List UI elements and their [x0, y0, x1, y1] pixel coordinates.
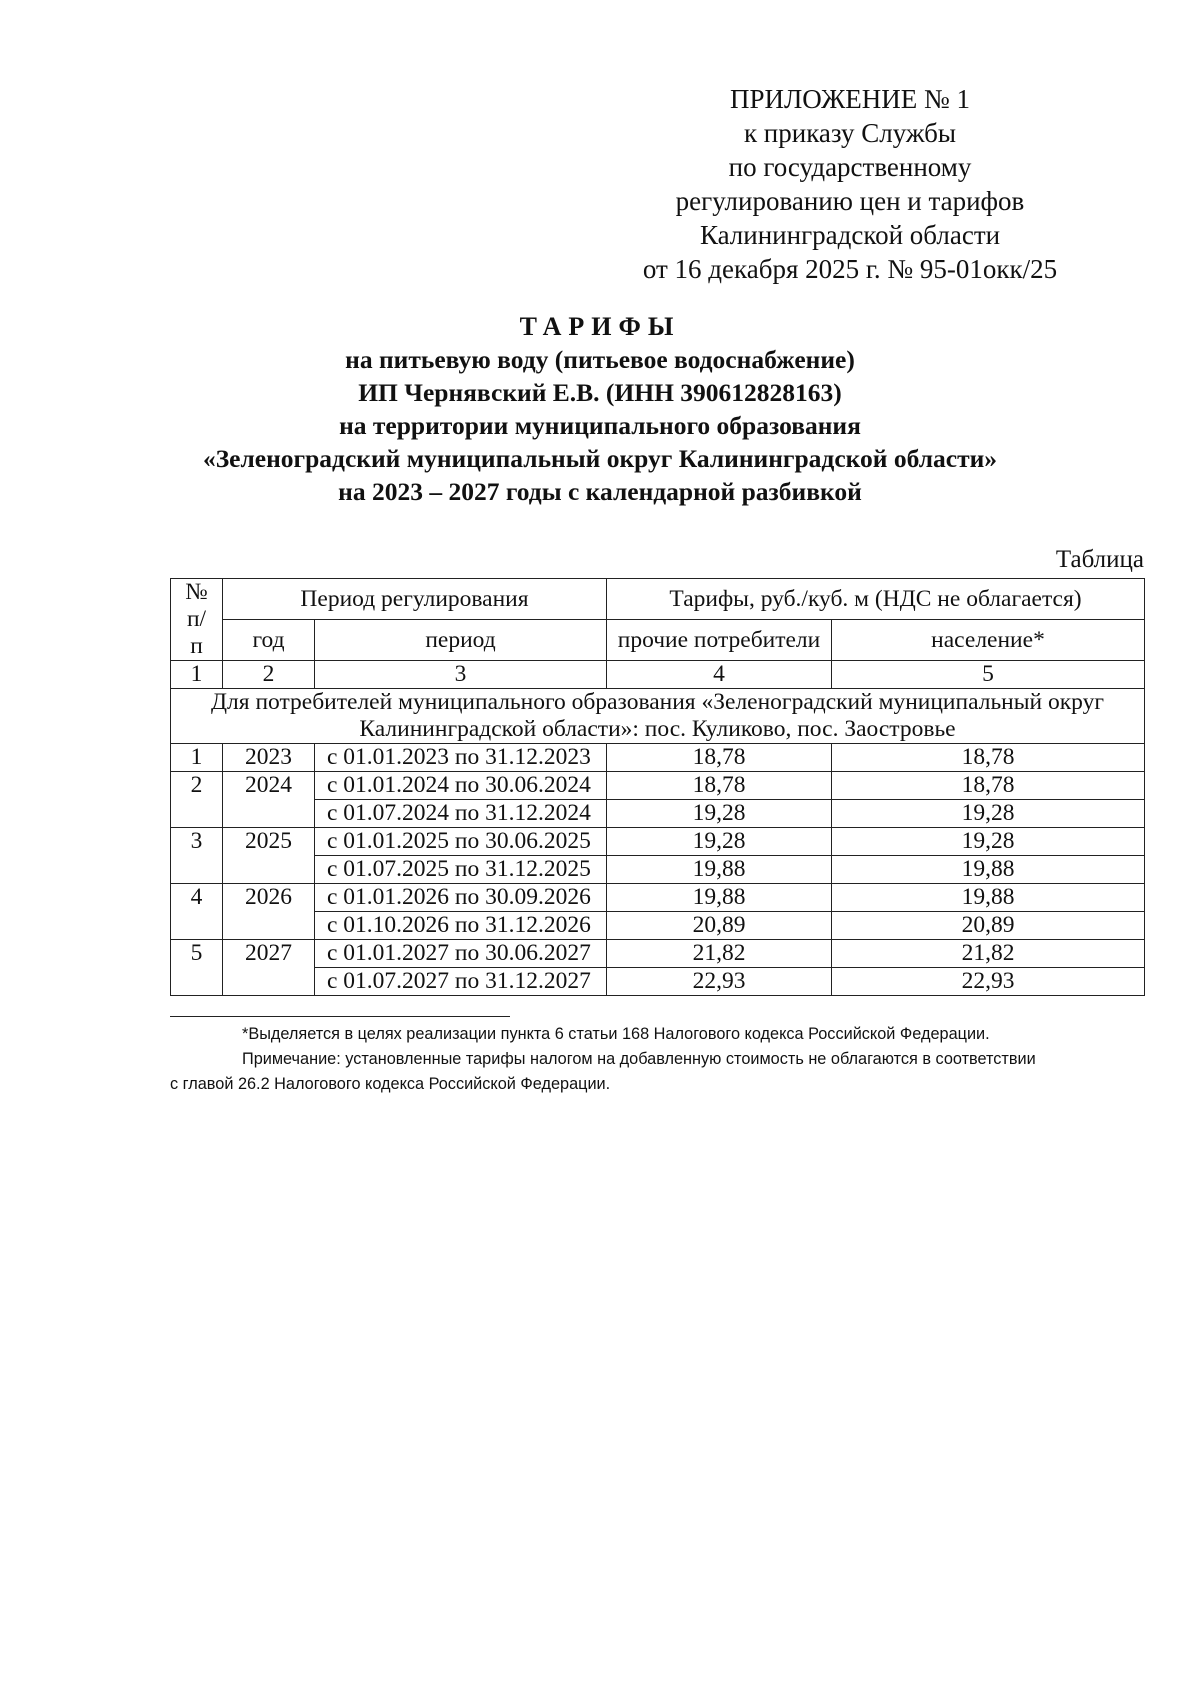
row-period: с 01.01.2024 по 30.06.2024: [315, 772, 607, 800]
header-num-text: № п/п: [185, 579, 208, 659]
row-period: с 01.01.2027 по 30.06.2027: [315, 940, 607, 968]
table-row: [171, 940, 1145, 968]
row-tariff-other: 18,78: [607, 744, 832, 772]
row-tariff-population: 18,78: [832, 772, 1145, 800]
row-period: с 01.07.2027 по 31.12.2027: [315, 968, 607, 996]
row-period: с 01.01.2023 по 31.12.2023: [315, 744, 607, 772]
row-period: с 01.07.2025 по 31.12.2025: [315, 856, 607, 884]
row-tariff-population: 20,89: [832, 912, 1145, 940]
row-number: 3: [171, 828, 223, 884]
header-row: [171, 579, 1145, 620]
title-line: ИП Чернявский Е.В. (ИНН 390612828163): [358, 378, 842, 407]
row-tariff-population: 19,28: [832, 800, 1145, 828]
appendix-line: Калининградской области: [699, 220, 1001, 250]
appendix-line: ПРИЛОЖЕНИЕ № 1: [729, 84, 971, 114]
header-regulation-period: Период регулирования: [223, 579, 607, 620]
appendix-line: от 16 декабря 2025 г. № 95-01окк/25: [642, 254, 1058, 284]
row-number: 5: [171, 940, 223, 996]
table-row: [171, 968, 1145, 996]
title-line: на территории муниципального образования: [339, 411, 861, 440]
row-tariff-other: 19,88: [607, 856, 832, 884]
title-main: ТАРИФЫ: [519, 312, 681, 341]
row-period: с 01.01.2025 по 30.06.2025: [315, 828, 607, 856]
row-tariff-population: 18,78: [832, 744, 1145, 772]
appendix-line: регулированию цен и тарифов: [675, 186, 1025, 216]
footnote-asterisk: *Выделяется в целях реализации пункта 6 статьи 168 Налогового кодекса Российской Федерации.: [242, 1025, 990, 1043]
row-year: 2027: [223, 940, 315, 996]
group-title-row: [171, 689, 1145, 744]
column-number: 4: [607, 661, 832, 689]
table-row: [171, 884, 1145, 912]
row-year: 2025: [223, 828, 315, 884]
table-label: Таблица: [1055, 546, 1144, 573]
table-row: [171, 912, 1145, 940]
row-tariff-other: 20,89: [607, 912, 832, 940]
appendix-line: к приказу Службы: [743, 118, 957, 148]
row-tariff-other: 19,28: [607, 828, 832, 856]
row-number: 1: [171, 744, 223, 772]
row-year: 2024: [223, 772, 315, 828]
title-line: «Зеленоградский муниципальный округ Калининградской области»: [202, 444, 998, 473]
footnote-divider: [170, 1016, 510, 1017]
title-line: на 2023 – 2027 годы с календарной разбивкой: [338, 477, 862, 506]
column-number: 2: [223, 661, 315, 689]
table-row: [171, 828, 1145, 856]
row-year: 2026: [223, 884, 315, 940]
row-tariff-population: 21,82: [832, 940, 1145, 968]
table-row: [171, 744, 1145, 772]
column-number: 1: [171, 661, 223, 689]
table-row: [171, 772, 1145, 800]
table-row: [171, 800, 1145, 828]
header-tariffs: Тарифы, руб./куб. м (НДС не облагается): [607, 579, 1145, 620]
row-tariff-other: 21,82: [607, 940, 832, 968]
appendix-line: по государственному: [728, 152, 972, 182]
row-period: с 01.10.2026 по 31.12.2026: [315, 912, 607, 940]
column-number: 3: [315, 661, 607, 689]
row-year: 2023: [223, 744, 315, 772]
header-year: год: [223, 620, 315, 661]
header-population: население*: [832, 620, 1145, 661]
row-tariff-other: 22,93: [607, 968, 832, 996]
tariffs-table: [170, 578, 1145, 996]
footnotes: [170, 1022, 1144, 1097]
document-title: [100, 310, 1100, 508]
header-period: период: [315, 620, 607, 661]
row-tariff-population: 19,88: [832, 856, 1145, 884]
column-numbers-row: [171, 661, 1145, 689]
row-tariff-other: 18,78: [607, 772, 832, 800]
subheader-row: [171, 620, 1145, 661]
row-tariff-population: 19,28: [832, 828, 1145, 856]
row-number: 2: [171, 772, 223, 828]
column-number: 5: [832, 661, 1145, 689]
footnote-note-line1: Примечание: установленные тарифы налогом на добавленную стоимость не облагаются в соответствии: [242, 1050, 1036, 1068]
header-other-consumers: прочие потребители: [607, 620, 832, 661]
row-tariff-population: 22,93: [832, 968, 1145, 996]
row-tariff-other: 19,88: [607, 884, 832, 912]
header-num: [171, 579, 223, 661]
appendix-header: [640, 82, 1060, 286]
footnote-note-line2: с главой 26.2 Налогового кодекса Российской Федерации.: [170, 1075, 611, 1093]
group-title: Для потребителей муниципального образования «Зеленоградский муниципальный округ Калининградской области»: пос. Куликово, пос. Заостровье: [171, 689, 1145, 744]
row-tariff-other: 19,28: [607, 800, 832, 828]
row-number: 4: [171, 884, 223, 940]
row-period: с 01.01.2026 по 30.09.2026: [315, 884, 607, 912]
row-period: с 01.07.2024 по 31.12.2024: [315, 800, 607, 828]
title-line: на питьевую воду (питьевое водоснабжение): [345, 345, 855, 374]
row-tariff-population: 19,88: [832, 884, 1145, 912]
table-row: [171, 856, 1145, 884]
